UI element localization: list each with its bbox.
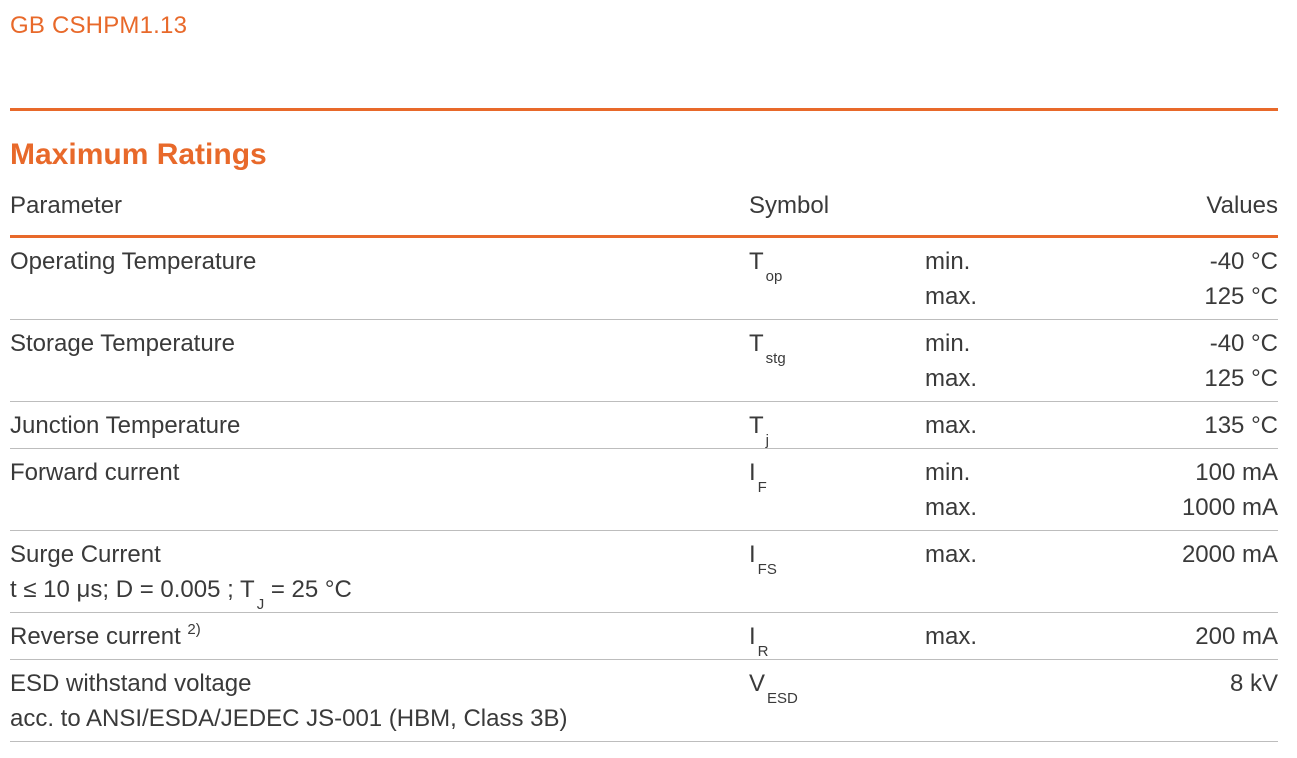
symbol-cell: [749, 666, 899, 707]
table-row: [10, 660, 1278, 742]
parameter-name: Forward current: [10, 459, 180, 486]
symbol-cell: [749, 408, 899, 449]
condition-min: min.: [925, 248, 971, 275]
condition-max: max.: [925, 494, 978, 521]
symbol-cell: [749, 455, 899, 496]
symbol-subscript: op: [765, 268, 783, 285]
ratings-table: [10, 186, 1278, 742]
value-min: -40 °C: [1209, 330, 1278, 357]
parameter-note-text-end: = 25 °C: [264, 576, 352, 603]
symbol-subscript: F: [757, 479, 767, 496]
condition-max: max.: [925, 365, 978, 392]
parameter-note: acc. to ANSI/ESDA/JEDEC JS-001 (HBM, Class 3B): [10, 705, 568, 732]
condition-max: max.: [925, 412, 978, 439]
symbol-base: T: [749, 412, 764, 439]
parameter-cell: [10, 326, 730, 361]
value-cell: [1028, 619, 1278, 654]
symbol-subscript: FS: [757, 561, 777, 578]
header-symbol: Symbol: [749, 192, 830, 219]
symbol-subscript: R: [757, 643, 769, 660]
parameter-name: Reverse current: [10, 623, 181, 650]
parameter-name: Storage Temperature: [10, 330, 236, 357]
header-values: Values: [1206, 192, 1278, 219]
parameter-cell: [10, 537, 730, 613]
value-cell: [1028, 408, 1278, 443]
parameter-note: [10, 572, 730, 613]
condition-min: min.: [925, 459, 971, 486]
table-header: [10, 186, 1278, 238]
value-min: 100 mA: [1195, 459, 1278, 486]
table-row: [10, 531, 1278, 613]
symbol-cell: [749, 326, 899, 367]
symbol-base: I: [749, 459, 756, 486]
parameter-note-subscript: J: [256, 596, 265, 613]
symbol-base: I: [749, 623, 756, 650]
condition-max: max.: [925, 623, 978, 650]
symbol-subscript: ESD: [767, 690, 798, 707]
header-parameter: Parameter: [10, 192, 123, 219]
table-row: [10, 238, 1278, 320]
value-max: 200 mA: [1195, 623, 1278, 650]
parameter-name: ESD withstand voltage: [10, 670, 252, 697]
condition-max: max.: [925, 541, 978, 568]
parameter-name: Operating Temperature: [10, 248, 257, 275]
symbol-base: I: [749, 541, 756, 568]
symbol-base: T: [749, 330, 764, 357]
value-cell: [1028, 455, 1278, 525]
parameter-name: Surge Current: [10, 541, 161, 568]
table-row: [10, 449, 1278, 531]
parameter-cell: [10, 408, 730, 443]
condition-max: max.: [925, 283, 978, 310]
value-max: 125 °C: [1204, 283, 1278, 310]
symbol-base: T: [749, 248, 764, 275]
parameter-name: Junction Temperature: [10, 412, 241, 439]
value-cell: [1028, 537, 1278, 572]
parameter-cell: [10, 619, 730, 654]
value-max: 2000 mA: [1181, 541, 1278, 568]
section-title: Maximum Ratings: [10, 138, 267, 171]
value-max: 135 °C: [1204, 412, 1278, 439]
parameter-note-text: t ≤ 10 μs; D = 0.005 ; T: [10, 576, 255, 603]
value-max: 1000 mA: [1181, 494, 1278, 521]
header-divider: [10, 108, 1278, 111]
symbol-base: V: [749, 670, 766, 697]
value-cell: [1028, 326, 1278, 396]
symbol-cell: [749, 619, 899, 660]
value-cell: [1028, 244, 1278, 314]
condition-min: min.: [925, 330, 971, 357]
parameter-cell: [10, 455, 730, 490]
value-cell: [1028, 666, 1278, 701]
symbol-subscript: j: [765, 432, 770, 449]
value-max: 8 kV: [1229, 670, 1278, 697]
parameter-name-line: [10, 619, 730, 654]
value-max: 125 °C: [1204, 365, 1278, 392]
parameter-cell: [10, 244, 730, 279]
symbol-cell: [749, 537, 899, 578]
table-row: [10, 320, 1278, 402]
symbol-cell: [749, 244, 899, 285]
value-min: -40 °C: [1209, 248, 1278, 275]
footnote-reference: 2): [187, 621, 201, 638]
document-id: GB CSHPM1.13: [10, 12, 188, 39]
table-row: [10, 402, 1278, 449]
symbol-subscript: stg: [765, 350, 786, 367]
parameter-cell: [10, 666, 730, 736]
table-row: [10, 613, 1278, 660]
